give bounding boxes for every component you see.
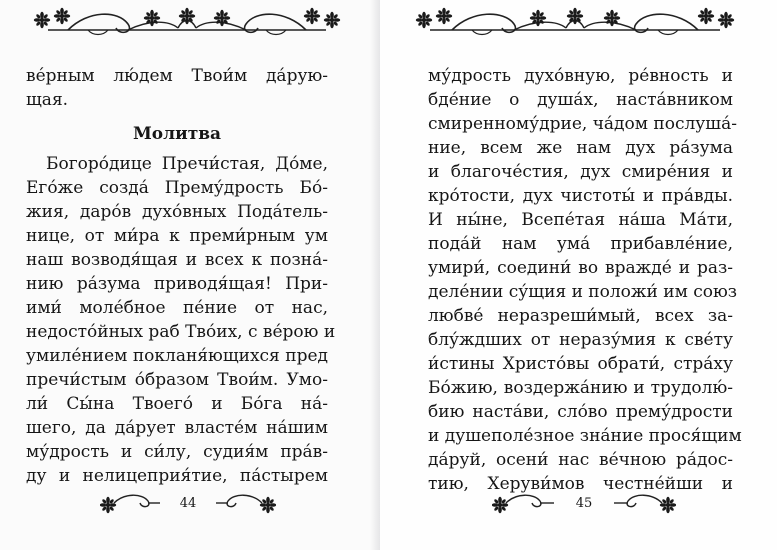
page-number-left: 44	[179, 496, 197, 511]
text-line: Богоро́дице Пречи́стая, До́ме,	[46, 154, 328, 174]
top-ornament-right	[410, 6, 740, 40]
text-line: ими́ моле́бное пе́ние от нас,	[26, 298, 328, 318]
right-page-text	[428, 64, 742, 496]
top-ornament-left	[28, 6, 346, 40]
left-page	[0, 0, 380, 550]
text-line: и душеполе́зное зна́ние прося́щим	[428, 426, 742, 446]
text-line: нице, от ми́ра к преми́рным ум	[26, 226, 328, 246]
text-line: блу́ждших от неразу́мия к све́ту	[428, 330, 733, 350]
text-line: и благоче́стия, дух смире́ния и	[428, 162, 733, 182]
text-line: щая.	[26, 90, 69, 110]
text-line: бде́ние о душа́х, наста́вником	[428, 90, 733, 110]
text-line: деле́нии су́щия и положи́ им союз	[428, 282, 738, 302]
text-line: пода́й нам ума́ прибавле́ние,	[428, 234, 733, 254]
text-line: Бо́жию, воздержа́нию и трудолю́-	[428, 378, 733, 398]
text-line: бию наста́ви, сло́во прему́дрости	[428, 402, 733, 422]
text-line: шего, да да́рует власте́м на́шим	[26, 418, 328, 438]
text-line: ли́ Сы́на Твоего́ и Бо́га на́-	[26, 394, 328, 414]
text-line: вéрным лю́дем Твои́м да́рую-	[26, 66, 328, 86]
text-line: любве́ неразреши́мый, всех за-	[428, 306, 733, 326]
text-line: му́дрость духо́вную, ре́вность и	[428, 66, 733, 86]
text-line: и́стины Христо́вы обрати́, стра́ху	[428, 354, 733, 374]
text-line: умири́, соедини́ во вражде́ и раз-	[428, 258, 733, 278]
prayer-heading: Молитва	[132, 124, 222, 144]
left-page-text	[26, 64, 336, 488]
text-line: тию, Херуви́мов честне́йши и	[428, 474, 733, 494]
text-line: жия, даро́в духо́вных Пода́тель-	[26, 202, 328, 222]
text-line: да́руй, осени́ нас ве́чною ра́дос-	[428, 450, 733, 470]
text-line: И ны́не, Всепе́тая на́ша Ма́ти,	[428, 210, 733, 230]
text-line: ду и нелицеприя́тие, па́стырем	[26, 466, 328, 486]
text-line: недосто́йных раб Тво́их, с ве́рою и	[26, 322, 336, 342]
text-line: наш возводя́щая и всех к позна́-	[26, 250, 328, 270]
text-line: Его́же созда́ Прему́дрость Бо́-	[26, 178, 328, 198]
text-line: нию ра́зума приводя́щая! При-	[26, 274, 328, 294]
text-line: пречи́стым о́бразом Твои́м. Умо-	[26, 370, 328, 390]
text-line: му́дрость и си́лу, судия́м пра́в-	[26, 442, 328, 462]
right-page	[380, 0, 777, 550]
text-line: ние, всем же нам дух ра́зума	[428, 138, 733, 158]
page-number-right: 45	[575, 496, 593, 511]
text-line: умиле́нием покланя́ющихся пред	[26, 346, 328, 366]
text-line: смиренному́дрие, ча́дом послуша́-	[428, 114, 737, 134]
text-line: кро́тости, дух чистоты́ и пра́вды.	[428, 186, 733, 206]
